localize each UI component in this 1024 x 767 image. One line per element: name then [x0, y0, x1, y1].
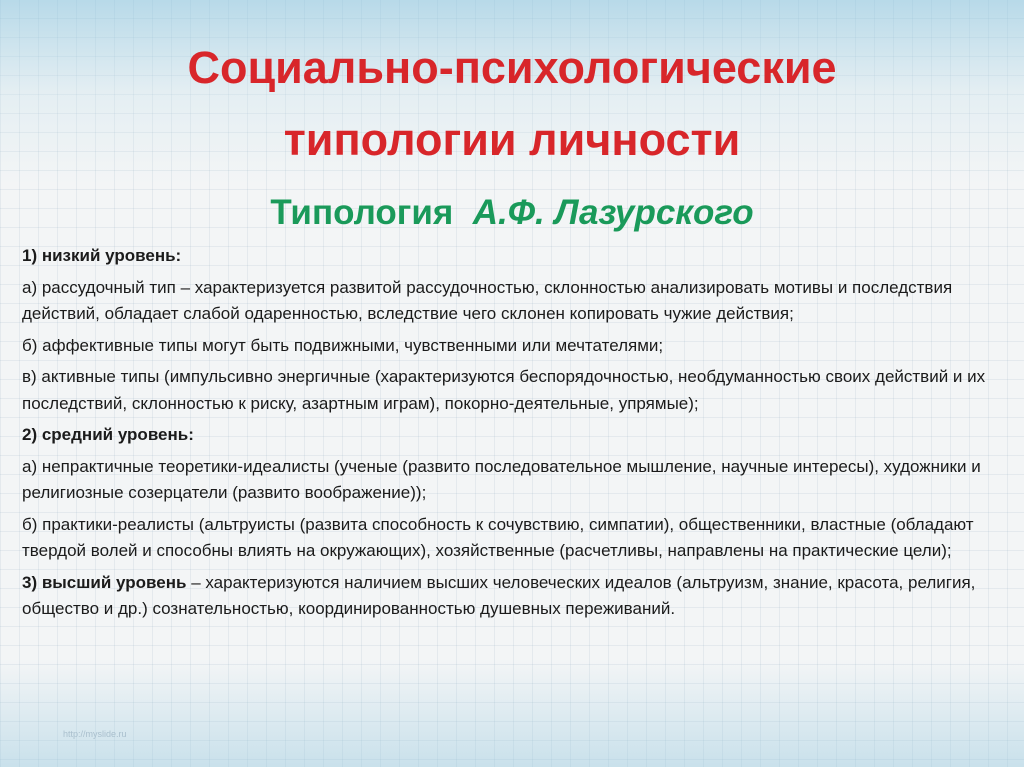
- level-3-heading: 3) высший уровень: [22, 572, 187, 592]
- level-2-item-a: а) непрактичные теоретики-идеалисты (ученые (развито последовательное мышление, научные интересы), художники и религиозные созерцатели (развито воображение));: [22, 456, 981, 502]
- level-1-item-c: в) активные типы (импульсивно энергичные (характеризуются беспорядочностью, необдуманностью своих действий и их последствий, склонностью к риску, азартным играм), покорно-деятельные, упрямые);: [22, 367, 986, 413]
- subtitle-lead: Типология: [270, 193, 454, 232]
- level-2-item-b: б) практики-реалисты (альтруисты (развита способность к сочувствию, симпатии), общественники, властные (обладают твердой волей и способны влиять на окружающих), хозяйственные (расчетливы, направлены на практические цели);: [22, 514, 974, 560]
- level-1-item-a: а) рассудочный тип – характеризуется развитой рассудочностью, склонностью анализировать мотивы и последствия действий, обладает слабой одаренностью, вследствие чего склонен копировать чужие действия;: [22, 277, 953, 323]
- subtitle-author: А.Ф. Лазурского: [472, 193, 754, 232]
- watermark: http://myslide.ru: [63, 729, 127, 739]
- slide-subtitle: [0, 188, 1024, 238]
- level-1-item-b: б) аффективные типы могут быть подвижными, чувственными или мечтателями;: [22, 335, 664, 355]
- slide-body: [22, 243, 1007, 628]
- slide-title-line-2: типологии личности: [283, 114, 741, 165]
- level-2-heading: 2) средний уровень:: [22, 425, 194, 444]
- level-1-heading: 1) низкий уровень:: [22, 246, 182, 265]
- level-3-paragraph: [22, 570, 1007, 623]
- slide-title-line-1: Социально-психологические: [187, 42, 837, 93]
- level-3-text: – характеризуются наличием высших человеческих идеалов (альтруизм, знание, красота, религия, общество и др.) сознательностью, координированностью душевных переживаний.: [22, 572, 976, 618]
